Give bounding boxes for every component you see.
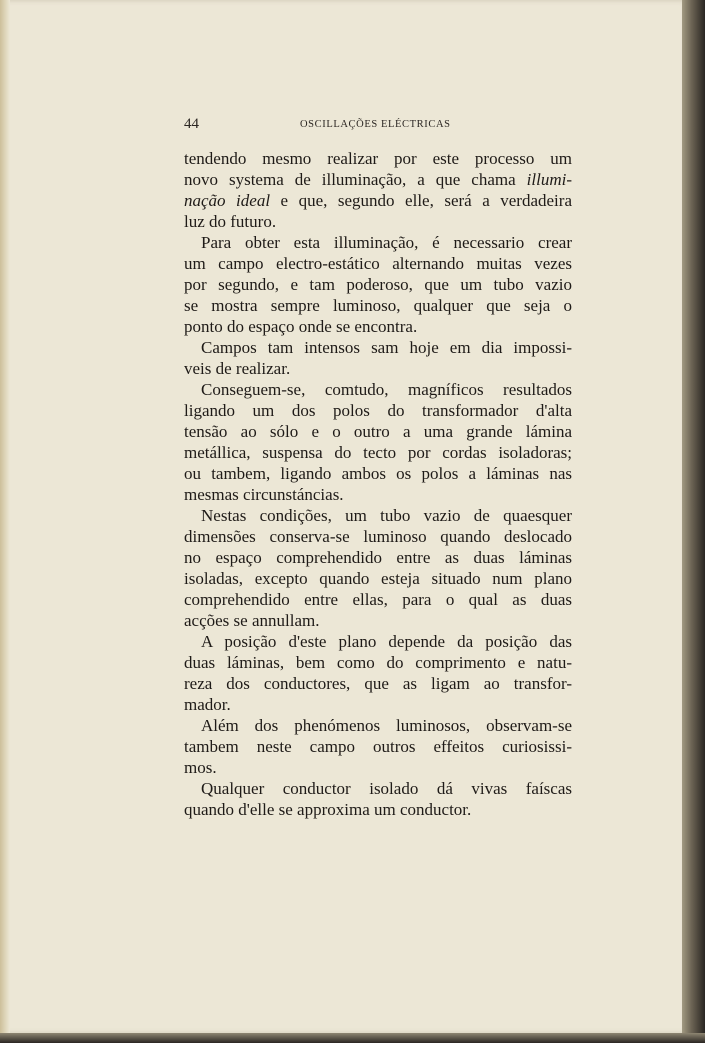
line-text: mador.	[184, 695, 231, 714]
text-line	[184, 148, 572, 169]
text-line	[184, 610, 572, 631]
page-number: 44	[184, 116, 199, 132]
line-text: mos.	[184, 758, 217, 777]
text-line	[184, 694, 572, 715]
text-line	[184, 379, 572, 400]
line-text: A posição d'este plano depende da posição das	[201, 632, 572, 651]
text-line	[184, 673, 572, 694]
line-text: isoladas, excepto quando esteja situado num plano	[184, 569, 572, 588]
text-line	[184, 442, 572, 463]
text-line	[184, 631, 572, 652]
text-line	[184, 295, 572, 316]
line-text: Campos tam intensos sam hoje em dia impossi-	[201, 338, 572, 357]
line-text: comprehendido entre ellas, para o qual as duas	[184, 590, 572, 609]
page-gutter	[0, 0, 10, 1036]
line-text: Qualquer conductor isolado dá vivas faíscas	[201, 779, 572, 798]
line-text: novo systema de illuminação, a que chama	[184, 170, 527, 189]
text-line	[184, 568, 572, 589]
text-line	[184, 421, 572, 442]
text-line	[184, 526, 572, 547]
line-text: quando d'elle se approxima um conductor.	[184, 800, 472, 819]
line-text: mesmas circunstáncias.	[184, 485, 344, 504]
text-line	[184, 715, 572, 736]
running-head: OSCILLAÇÕES ELÉCTRICAS	[300, 119, 451, 130]
line-text: no espaço comprehendido entre as duas láminas	[184, 548, 572, 567]
line-text: Conseguem-se, comtudo, magníficos resultados	[201, 380, 572, 399]
line-text: tambem neste campo outros effeitos curiosissi-	[184, 737, 572, 756]
text-line	[184, 169, 572, 190]
line-text: dimensões conserva-se luminoso quando deslocado	[184, 527, 572, 546]
text-line	[184, 799, 572, 820]
body-text	[184, 148, 572, 820]
text-line	[184, 589, 572, 610]
text-line	[184, 316, 572, 337]
line-text: tendendo mesmo realizar por este processo um	[184, 149, 572, 168]
line-text: ligando um dos polos do transformador d'alta	[184, 401, 572, 420]
text-line	[184, 400, 572, 421]
line-text: ponto do espaço onde se encontra.	[184, 317, 418, 336]
text-line	[184, 190, 572, 211]
text-line	[184, 484, 572, 505]
line-text: duas láminas, bem como do comprimento e natu-	[184, 653, 572, 672]
line-text: Para obter esta illuminação, é necessario crear	[201, 233, 572, 252]
line-text: se mostra sempre luminoso, qualquer que seja o	[184, 296, 572, 315]
text-line	[184, 232, 572, 253]
line-text: reza dos conductores, que as ligam ao transfor-	[184, 674, 572, 693]
text-line	[184, 778, 572, 799]
line-text: ou tambem, ligando ambos os polos a láminas nas	[184, 464, 572, 483]
line-text: e que, segundo elle, será a verdadeira	[270, 191, 572, 210]
page-header	[184, 116, 574, 138]
text-line	[184, 253, 572, 274]
line-text: por segundo, e tam poderoso, que um tubo vazio	[184, 275, 572, 294]
text-line	[184, 337, 572, 358]
text-line	[184, 358, 572, 379]
line-text: tensão ao sólo e o outro a uma grande lámina	[184, 422, 572, 441]
line-text: veis de realizar.	[184, 359, 291, 378]
line-text: Nestas condições, um tubo vazio de quaesquer	[201, 506, 572, 525]
text-line	[184, 652, 572, 673]
italic-term: nação ideal	[184, 191, 271, 210]
text-line	[184, 757, 572, 778]
line-text: Além dos phenómenos luminosos, observam-se	[201, 716, 572, 735]
text-line	[184, 505, 572, 526]
text-line	[184, 463, 572, 484]
line-text: um campo electro-estático alternando muitas vezes	[184, 254, 572, 273]
line-text: luz do futuro.	[184, 212, 277, 231]
italic-term: illumi-	[526, 170, 572, 189]
text-line	[184, 547, 572, 568]
text-line	[184, 211, 572, 232]
line-text: acções se annullam.	[184, 611, 320, 630]
book-edge-right	[682, 0, 705, 1043]
text-line	[184, 274, 572, 295]
line-text: metállica, suspensa do tecto por cordas isoladoras;	[184, 443, 572, 462]
book-edge-bottom	[0, 1033, 705, 1043]
text-line	[184, 736, 572, 757]
